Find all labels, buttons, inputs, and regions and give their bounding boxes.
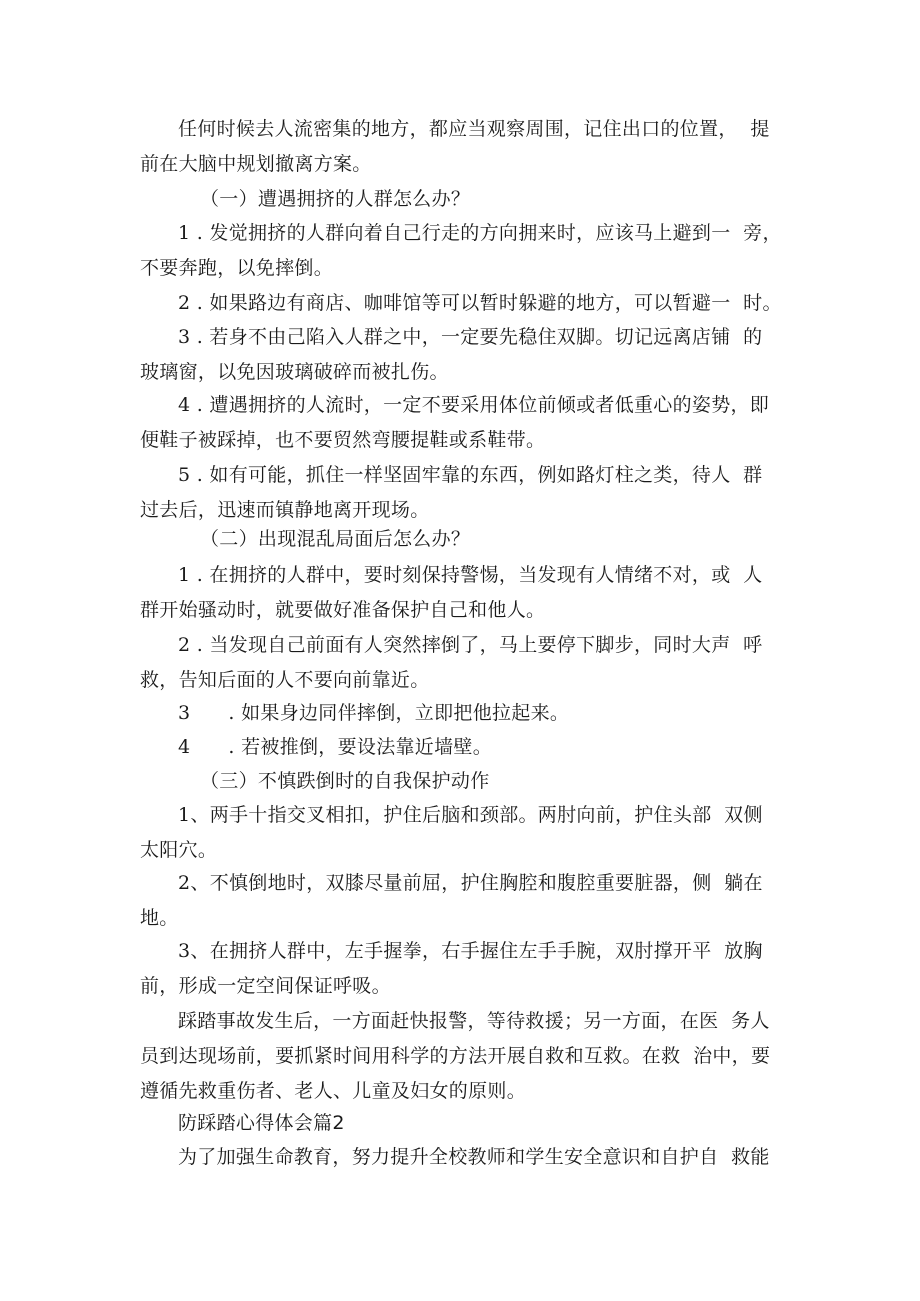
section3-item-2 (140, 866, 790, 936)
section2-item-2 (140, 628, 790, 698)
text-line: 过去后，迅速而镇静地离开现场。 (140, 499, 430, 521)
text-line: 1、两手十指交叉相扣，护住后脑和颈部。两肘向前，护住头部 双侧 (178, 804, 763, 826)
text-line: 2、不慎倒地时，双膝尽量前屈，护住胸腔和腹腔重要脏器，侧 躺在 (178, 872, 763, 894)
text-line: 5 . 如有可能，抓住一样坚固牢靠的东西，例如路灯柱之类，待人 群 (178, 464, 763, 486)
text-line: 为了加强生命教育，努力提升全校教师和学生安全意识和自护自 救能 (178, 1146, 770, 1168)
section1-item-5 (140, 458, 790, 528)
section2-item-3 (140, 696, 790, 731)
article-title: 防踩踏心得体会篇2 (178, 1112, 345, 1134)
text-line: 前，形成一定空间保证呼吸。 (140, 975, 391, 997)
text-line: 不要奔跑，以免摔倒。 (140, 257, 334, 279)
intro-paragraph (140, 112, 790, 182)
text-line: 玻璃窗，以免因玻璃破碎而被扎伤。 (140, 361, 449, 383)
text-line: 群开始骚动时，就要做好准备保护自己和他人。 (140, 599, 546, 621)
text-line: 1 . 发觉拥挤的人群向着自己行走的方向拥来时，应该马上避到一 旁， (178, 222, 782, 244)
text-line: 1 . 在拥挤的人群中，要时刻保持警惕，当发现有人情绪不对，或 人 (178, 564, 763, 586)
text-line: 前在大脑中规划撤离方案。 (140, 153, 372, 175)
section2-item-1 (140, 558, 790, 628)
text-line: 4 . 若被推倒，要设法靠近墙壁。 (178, 736, 493, 758)
section3-item-1 (140, 798, 790, 868)
text-line: 2 . 当发现自己前面有人突然摔倒了，马上要停下脚步，同时大声 呼 (178, 634, 763, 656)
text-line: 遵循先救重伤者、老人、儿童及妇女的原则。 (140, 1080, 527, 1102)
section2-item-4 (140, 730, 790, 765)
article-first-paragraph (140, 1140, 790, 1175)
section1-item-1 (140, 216, 790, 286)
section-heading-3: （三）不慎跌倒时的自我保护动作 (200, 770, 490, 792)
section3-item-3 (140, 934, 790, 1004)
text-line: 地。 (140, 907, 179, 929)
text-line: 3、在拥挤人群中，左手握拳，右手握住左手手腕，双肘撑开平 放胸 (178, 940, 763, 962)
text-line: 4 . 遭遇拥挤的人流时，一定不要采用体位前倾或者低重心的姿势，即 (178, 394, 770, 416)
text-line: 2 . 如果路边有商店、咖啡馆等可以暂时躲避的地方，可以暂避一 时。 (178, 292, 782, 314)
text-line: 便鞋子被踩掉，也不要贸然弯腰提鞋或系鞋带。 (140, 429, 546, 451)
text-line: 太阳穴。 (140, 839, 218, 861)
section-heading-2: （二）出现混乱局面后怎么办？ (200, 528, 471, 550)
closing-paragraph (140, 1004, 790, 1109)
section1-item-4 (140, 388, 790, 458)
section-heading-1: （一）遭遇拥挤的人群怎么办？ (200, 188, 471, 210)
text-line: 救，告知后面的人不要向前靠近。 (140, 669, 430, 691)
text-line: 员到达现场前，要抓紧时间用科学的方法开展自救和互救。在救 治中，要 (140, 1045, 771, 1067)
section1-item-2 (140, 286, 790, 321)
section1-item-3 (140, 320, 790, 390)
text-line: 任何时候去人流密集的地方，都应当观察周围，记住出口的位置， 提 (178, 118, 770, 140)
text-line: 3 . 若身不由己陷入人群之中，一定要先稳住双脚。切记远离店铺 的 (178, 326, 763, 348)
text-line: 踩踏事故发生后，一方面赶快报警，等待救援；另一方面，在医 务人 (178, 1010, 770, 1032)
text-line: 3 . 如果身边同伴摔倒，立即把他拉起来。 (178, 702, 570, 724)
